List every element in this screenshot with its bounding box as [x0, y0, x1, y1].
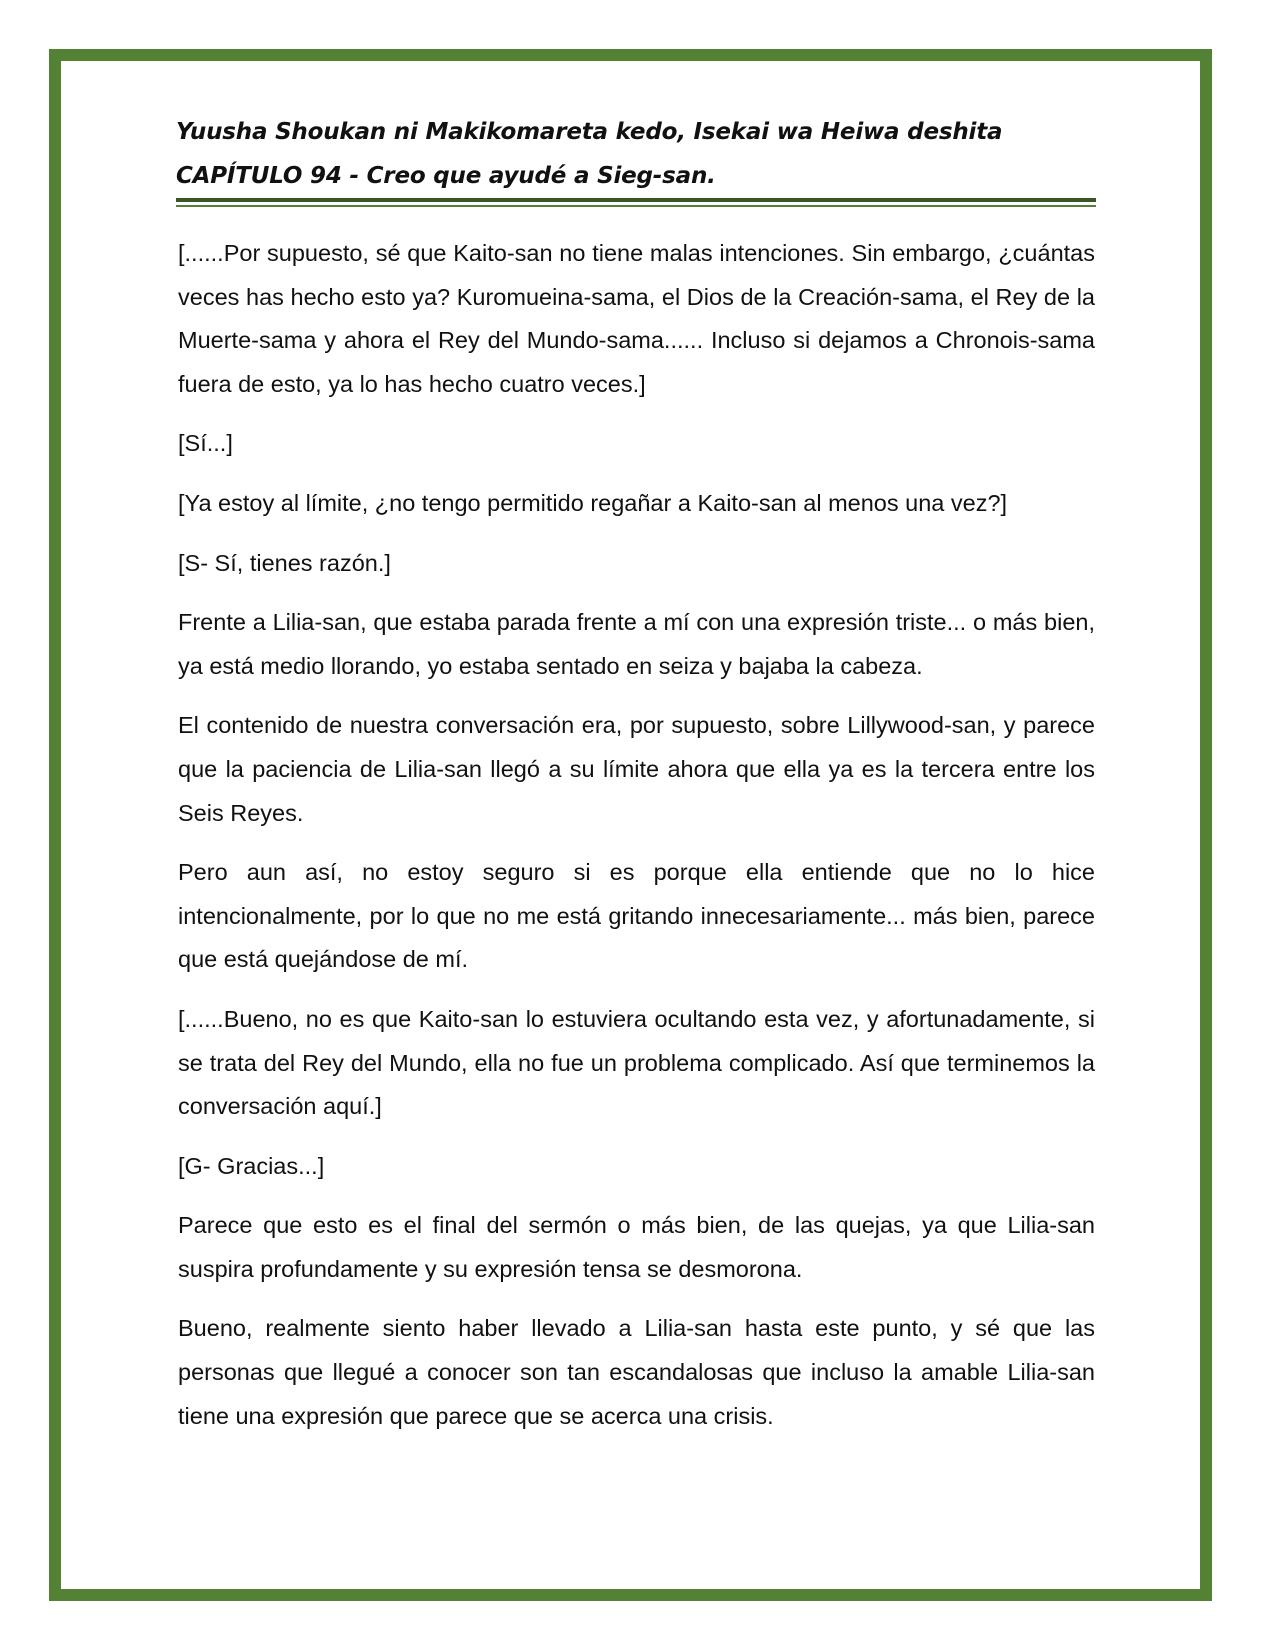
series-title: Yuusha Shoukan ni Makikomareta kedo, Isekai wa Heiwa deshita — [176, 119, 1003, 145]
paragraph: [G- Gracias...] — [178, 1152, 325, 1179]
paragraph: [Ya estoy al límite, ¿no tengo permitido regañar a Kaito-san al menos una vez?] — [178, 489, 1008, 516]
paragraph: [S- Sí, tienes razón.] — [178, 549, 391, 576]
header-rule-thick — [176, 198, 1096, 202]
paragraph: Frente a Lilia-san, que estaba parada frente a mí con una expresión triste... o más bien, ya está medio llorando, yo estaba sentado en seiza y bajaba la cabeza. — [178, 609, 1095, 679]
paragraph: Parece que esto es el final del sermón o más bien, de las quejas, ya que Lilia-san suspira profundamente y su expresión tensa se desmorona. — [178, 1212, 1095, 1282]
chapter-title: CAPÍTULO 94 - Creo que ayudé a Sieg-san. — [176, 163, 716, 189]
document-header — [176, 110, 1096, 198]
paragraph: [......Bueno, no es que Kaito-san lo estuviera ocultando esta vez, y afortunadamente, si se trata del Rey del Mundo, ella no fue un problema complicado. Así que terminemos la conversación aquí.] — [178, 1005, 1095, 1120]
paragraph: Pero aun así, no estoy seguro si es porque ella entiende que no lo hice intencionalmente, por lo que no me está gritando innecesariamente... más bien, parece que está quejándose de mí. — [178, 859, 1095, 973]
paragraph: [Sí...] — [178, 430, 233, 457]
paragraph: El contenido de nuestra conversación era, por supuesto, sobre Lillywood-san, y parece que la paciencia de Lilia-san llegó a su límite ahora que ella ya es la tercera entre los Seis Reyes. — [178, 712, 1095, 826]
header-rule-thin — [176, 205, 1096, 207]
paragraph: [......Por supuesto, sé que Kaito-san no tiene malas intenciones. Sin embargo, ¿cuántas veces has hecho esto ya? Kuromueina-sama, el Dios de la Creación-sama, el Rey de la Muerte-sama y ahora el Rey del Mundo-sama...... Incluso si dejamos a Chronois-sama fuera de esto, ya lo has hecho cuatro veces.] — [178, 240, 1095, 397]
chapter-body — [178, 232, 1095, 1454]
paragraph: Bueno, realmente siento haber llevado a Lilia-san hasta este punto, y sé que las personas que llegué a conocer son tan escandalosas que incluso la amable Lilia-san tiene una expresión que parece que se acerca una crisis. — [178, 1315, 1095, 1429]
